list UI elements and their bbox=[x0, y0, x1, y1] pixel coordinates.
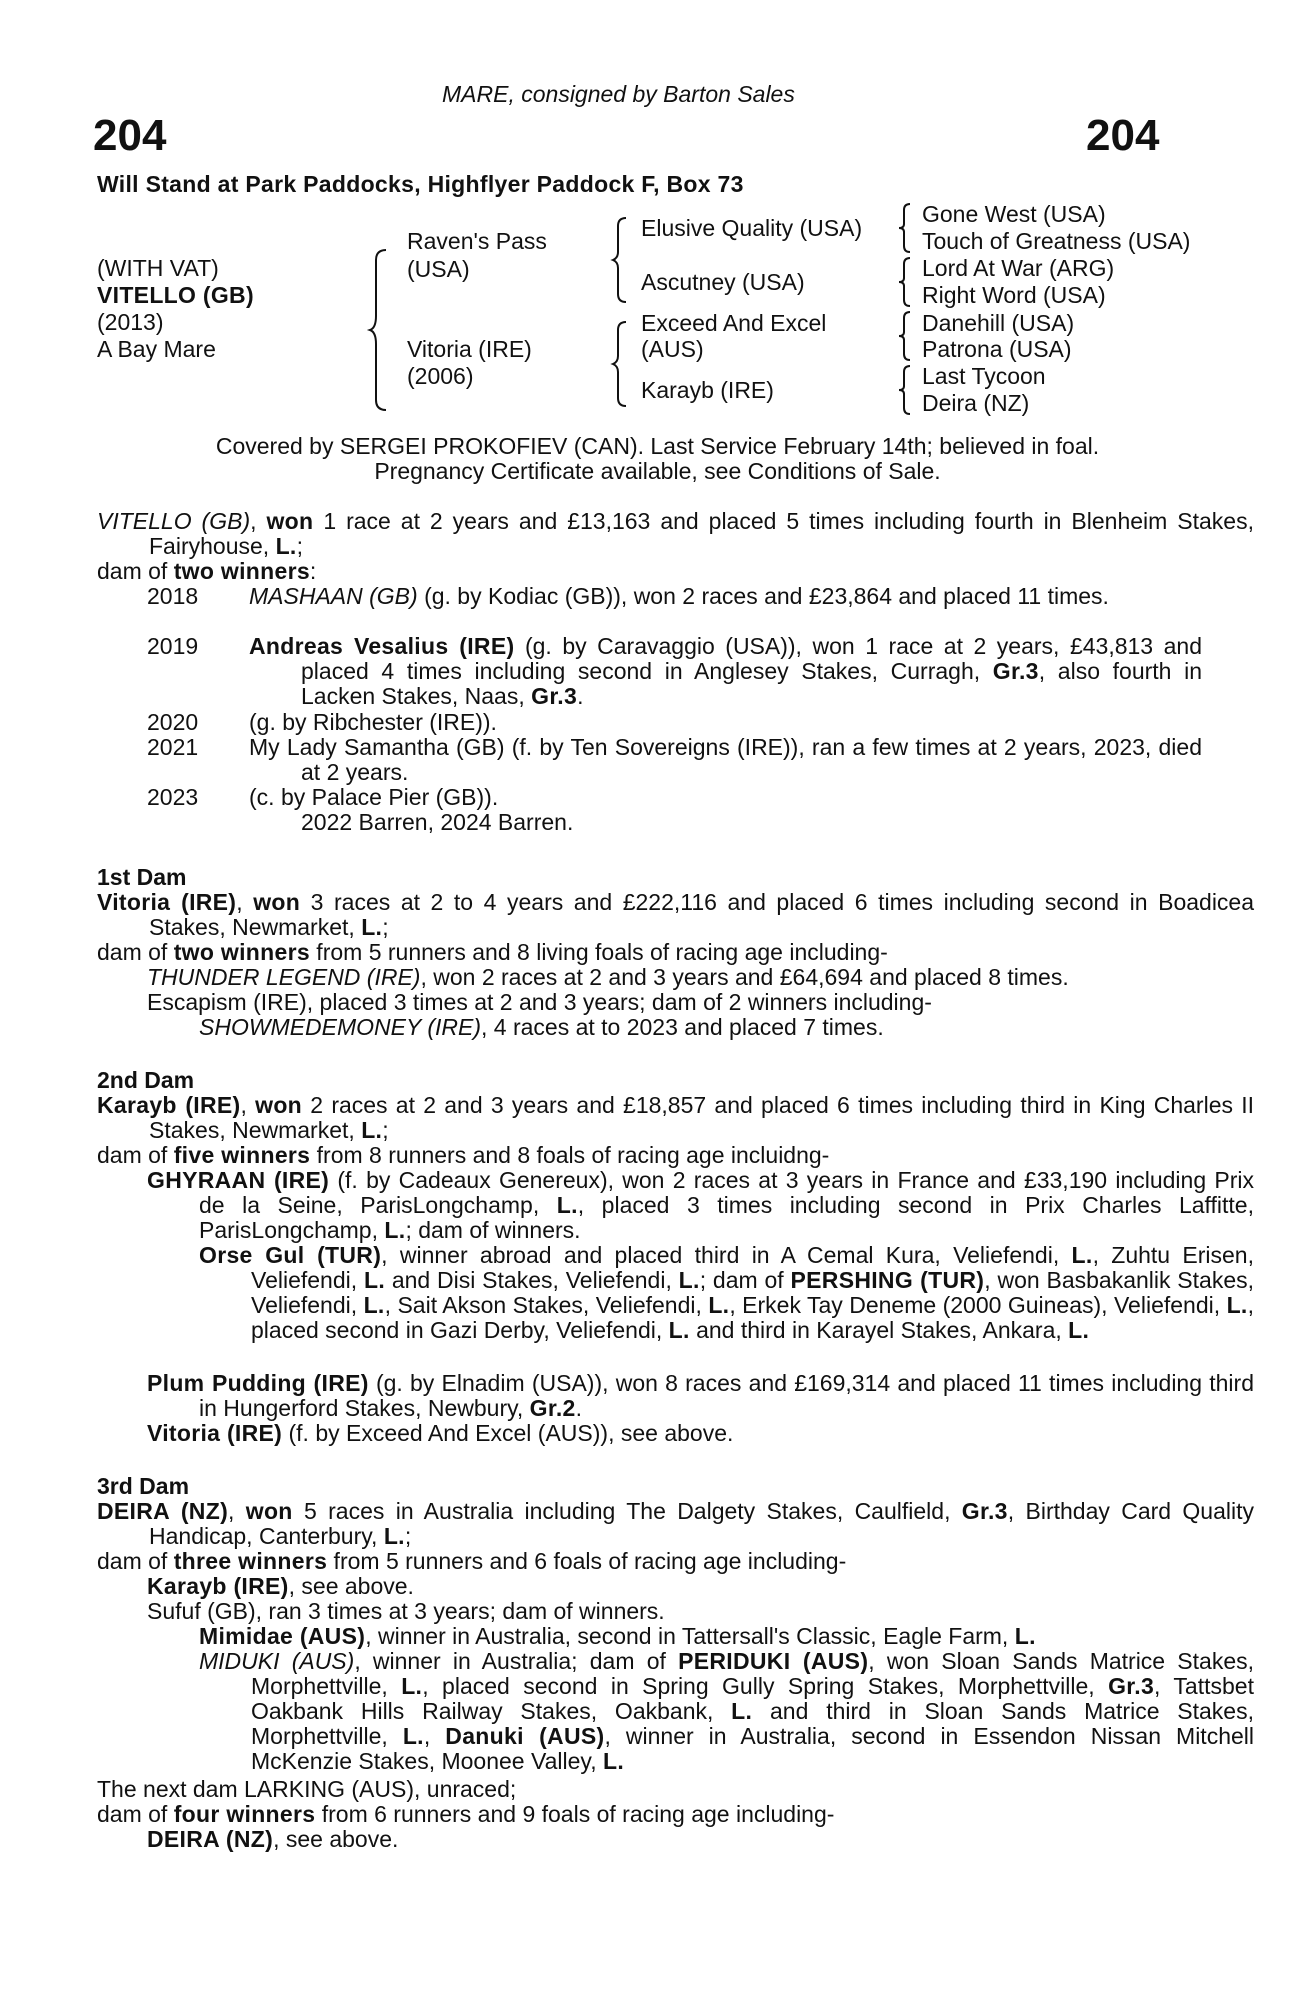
ped-ds-line1: Exceed And Excel bbox=[641, 310, 827, 336]
ped-sds: Lord At War (ARG) bbox=[922, 255, 1115, 281]
ped-dds: Last Tycoon bbox=[922, 363, 1046, 389]
listed-mark: L. bbox=[1014, 1623, 1036, 1649]
mimidae-entry bbox=[199, 1624, 1202, 1649]
offspring-name: SHOWMEDEMONEY (IRE) bbox=[199, 1014, 481, 1040]
horse-year: (2013) bbox=[97, 309, 164, 335]
listed-mark: L. bbox=[384, 1217, 406, 1243]
offspring-name: Mimidae (AUS) bbox=[199, 1623, 366, 1649]
listed-mark: L. bbox=[361, 1117, 383, 1143]
first-dam-offspring-2 bbox=[147, 990, 1202, 1015]
won-label: won bbox=[266, 508, 314, 534]
listed-mark: L. bbox=[731, 1698, 753, 1724]
listed-mark: L. bbox=[401, 1673, 423, 1699]
karayb-ref-entry bbox=[147, 1574, 1202, 1599]
offspring-text: , winner in Australia, second in Essendon Nissan Mitchell McKenzie Stakes, Moonee Valley, bbox=[251, 1723, 1254, 1774]
offspring-name: Vitoria (IRE) bbox=[147, 1420, 283, 1446]
intro-end: ; bbox=[296, 533, 303, 559]
first-dam-grand-offspring bbox=[199, 1015, 1202, 1040]
offspring-text: , bbox=[423, 1723, 446, 1749]
dam-of-label: dam of bbox=[97, 1142, 174, 1168]
lot-number-right: 204 bbox=[1086, 111, 1160, 160]
offspring-text: ; dam of bbox=[699, 1267, 791, 1293]
produce-year: 2023 bbox=[147, 784, 199, 810]
ped-dsd: Patrona (USA) bbox=[922, 336, 1072, 362]
produce-text: (g. by Ribchester (IRE)). bbox=[249, 709, 497, 735]
horse-description: A Bay Mare bbox=[97, 336, 216, 362]
offspring-text: (f. by Exceed And Excel (AUS)), see above. bbox=[282, 1420, 734, 1446]
second-dam-text: 2 races at 2 and 3 years and £18,857 and placed 6 times including third in King Charles II Stakes, Newmarket, bbox=[149, 1092, 1255, 1143]
third-dam-produce-summary bbox=[97, 1549, 1202, 1574]
offspring-text: , 4 races at to 2023 and placed 7 times. bbox=[480, 1014, 884, 1040]
produce-row-2023 bbox=[147, 785, 1202, 835]
ped-sd: Ascutney (USA) bbox=[641, 269, 805, 295]
grand-offspring-name: Danuki (AUS) bbox=[445, 1723, 605, 1749]
offspring-name: Plum Pudding (IRE) bbox=[147, 1370, 369, 1396]
pedigree-brace-sd bbox=[900, 258, 914, 306]
offspring-text: , Erkek Tay Deneme (2000 Guineas), Veliefendi, bbox=[729, 1292, 1227, 1318]
lot-number-left: 204 bbox=[93, 111, 167, 160]
next-dam-produce-summary bbox=[97, 1802, 1202, 1827]
intro-text: 1 race at 2 years and £13,163 and placed 5 times including fourth in Blenheim Stakes, Fairyhouse, bbox=[149, 508, 1254, 559]
offspring-text: , won Sloan Sands Matrice Stakes, Morphettville, bbox=[251, 1648, 1255, 1699]
listed-mark: L. bbox=[1071, 1242, 1093, 1268]
listed-mark: L. bbox=[363, 1292, 385, 1318]
ped-sss: Gone West (USA) bbox=[922, 201, 1106, 227]
pedigree-brace-sire bbox=[614, 218, 630, 302]
second-dam-name: Karayb (IRE) bbox=[97, 1092, 241, 1118]
produce-text: (g. by Kodiac (GB)), won 2 races and £23,864 and placed 11 times. bbox=[417, 583, 1109, 609]
offspring-name: Orse Gul (TUR) bbox=[199, 1242, 382, 1268]
offspring-text: and third in Sloan Sands Matrice Stakes, Morphettville, bbox=[251, 1698, 1254, 1749]
first-dam-paragraph: Vitoria (IRE), won 3 races at 2 to 4 years and £222,116 and placed 6 times including second in Boadicea Stakes, Newmarket, L.; bbox=[97, 889, 1255, 940]
won-label: won bbox=[255, 1092, 303, 1118]
produce-row-2021 bbox=[147, 735, 1202, 785]
ped-dss: Danehill (USA) bbox=[922, 310, 1075, 336]
offspring-name: DEIRA (NZ) bbox=[147, 1826, 274, 1852]
listed-mark: L. bbox=[556, 1192, 578, 1218]
first-dam-heading: 1st Dam bbox=[97, 864, 187, 890]
produce-text: (c. by Palace Pier (GB)). bbox=[249, 784, 499, 810]
offspring-text: ; dam of winners. bbox=[405, 1217, 581, 1243]
produce-text: (g. by Caravaggio (USA)), won 1 race at 2 years, £43,813 and placed 4 times including second in Anglesey Stakes, Curragh, bbox=[301, 633, 1203, 684]
third-dam-text2: , Birthday Card Quality Handicap, Canterbury, bbox=[149, 1498, 1254, 1549]
second-dam-tail: from 8 runners and 8 foals of racing age incluidng- bbox=[310, 1142, 830, 1168]
grade-mark: Gr.3 bbox=[992, 658, 1039, 684]
winners-count: five winners bbox=[173, 1142, 311, 1168]
won-label: won bbox=[253, 889, 301, 915]
dam-of-label: dam of bbox=[97, 558, 174, 584]
winners-count: four winners bbox=[173, 1801, 316, 1827]
offspring-name: Karayb (IRE) bbox=[147, 1573, 289, 1599]
horse-vat: (WITH VAT) bbox=[97, 255, 219, 281]
first-dam-offspring-1 bbox=[147, 965, 1202, 990]
winners-count: two winners bbox=[173, 939, 310, 965]
third-dam-heading: 3rd Dam bbox=[97, 1473, 190, 1499]
produce-year: 2018 bbox=[147, 583, 199, 609]
listed-mark: L. bbox=[383, 1523, 405, 1549]
offspring-name: MIDUKI (AUS) bbox=[199, 1648, 355, 1674]
listed-mark: L. bbox=[708, 1292, 730, 1318]
first-dam-end: ; bbox=[382, 914, 389, 940]
offspring-text: , winner in Australia; dam of bbox=[354, 1648, 679, 1674]
plum-pudding-entry bbox=[147, 1371, 1254, 1421]
dam-of-label: dam of bbox=[97, 1548, 174, 1574]
offspring-name: GHYRAAN (IRE) bbox=[147, 1167, 330, 1193]
horse-name: VITELLO (GB) bbox=[97, 282, 254, 308]
offspring-text: and third in Karayel Stakes, Ankara, bbox=[689, 1317, 1069, 1343]
dam-line2: (2006) bbox=[407, 363, 474, 389]
offspring-text: Sufuf (GB), ran 3 times at 3 years; dam of winners. bbox=[147, 1598, 665, 1624]
offspring-text: (f. by Cadeaux Genereux), won 2 races at 3 years in France and £33,190 including Prix de la Seine, ParisLongchamp, bbox=[199, 1167, 1254, 1218]
produce-row-2018 bbox=[147, 584, 1202, 634]
sire-line2: (USA) bbox=[407, 256, 470, 282]
listed-mark: L. bbox=[402, 1723, 424, 1749]
grade-mark: Gr.3 bbox=[1108, 1673, 1155, 1699]
miduki-entry bbox=[199, 1649, 1254, 1774]
listed-mark: L. bbox=[1226, 1292, 1248, 1318]
produce-row-2020 bbox=[147, 710, 1202, 735]
offspring-text: (g. by Elnadim (USA)), won 8 races and £169,314 and placed 11 times including third in Hungerford Stakes, Newbury, bbox=[199, 1370, 1254, 1421]
ped-sdd: Right Word (USA) bbox=[922, 282, 1106, 308]
ped-ds-line2: (AUS) bbox=[641, 336, 704, 362]
offspring-text: , winner in Australia, second in Tattersall's Classic, Eagle Farm, bbox=[365, 1623, 1015, 1649]
pregnancy-line: Pregnancy Certificate available, see Conditions of Sale. bbox=[374, 458, 941, 484]
third-dam-paragraph: DEIRA (NZ), won 5 races in Australia including The Dalgety Stakes, Caulfield, Gr.3, Birthday Card Quality Handicap, Canterbury, L.; bbox=[97, 1498, 1254, 1549]
ped-ssd: Touch of Greatness (USA) bbox=[922, 228, 1191, 254]
listed-mark: L. bbox=[361, 914, 383, 940]
listed-mark: L. bbox=[275, 533, 297, 559]
first-dam-name: Vitoria (IRE) bbox=[97, 889, 237, 915]
second-dam-heading: 2nd Dam bbox=[97, 1067, 195, 1093]
deira-ref-entry bbox=[147, 1827, 1202, 1852]
listed-mark: L. bbox=[363, 1267, 386, 1293]
produce-row-2019 bbox=[147, 634, 1202, 710]
next-dam-tail: from 6 runners and 9 foals of racing age including- bbox=[315, 1801, 835, 1827]
horse-name-ref: VITELLO (GB) bbox=[97, 508, 251, 534]
produce-end: . bbox=[577, 683, 584, 709]
first-dam-produce-summary bbox=[97, 940, 1202, 965]
offspring-text: , won 2 races at 2 and 3 years and £64,694 and placed 8 times. bbox=[420, 964, 1069, 990]
barren-note: 2022 Barren, 2024 Barren. bbox=[301, 809, 574, 835]
dam-line1: Vitoria (IRE) bbox=[407, 336, 532, 362]
offspring-text: , see above. bbox=[273, 1826, 399, 1852]
sufuf-entry bbox=[147, 1599, 1202, 1624]
second-dam-end: ; bbox=[382, 1117, 389, 1143]
offspring-text: , placed second in Gazi Derby, Veliefendi, bbox=[251, 1292, 1254, 1343]
produce-text2: , also fourth in Lacken Stakes, Naas, bbox=[301, 658, 1203, 709]
listed-mark: L. bbox=[678, 1267, 700, 1293]
dam-of-label: dam of bbox=[97, 939, 174, 965]
offspring-text: , winner abroad and placed third in A Cemal Kura, Veliefendi, bbox=[381, 1242, 1072, 1268]
produce-year: 2020 bbox=[147, 709, 199, 735]
ped-dd: Karayb (IRE) bbox=[641, 377, 774, 403]
orse-gul-entry bbox=[199, 1243, 1254, 1343]
listed-mark: L. bbox=[1068, 1317, 1090, 1343]
third-dam-end: ; bbox=[404, 1523, 412, 1549]
offspring-text: , Tattsbet Oakbank Hills Railway Stakes, Oakbank, bbox=[251, 1673, 1254, 1724]
offspring-text: , placed 3 times including second in Prix Charles Laffitte, ParisLongchamp, bbox=[199, 1192, 1254, 1243]
intro-dam-of bbox=[97, 559, 1202, 584]
offspring-text: , see above. bbox=[288, 1573, 414, 1599]
grade-mark: Gr.3 bbox=[961, 1498, 1008, 1524]
ped-ss: Elusive Quality (USA) bbox=[641, 215, 863, 241]
produce-name: Andreas Vesalius (IRE) bbox=[249, 633, 515, 659]
listed-mark: L. bbox=[668, 1317, 690, 1343]
grand-offspring-name: PERIDUKI (AUS) bbox=[678, 1648, 869, 1674]
pedigree-brace-dd bbox=[900, 366, 914, 414]
intro-colon: : bbox=[309, 558, 317, 584]
covered-line: Covered by SERGEI PROKOFIEV (CAN). Last Service February 14th; believed in foal. bbox=[215, 433, 1100, 459]
offspring-text: , Zuhtu Erisen, Veliefendi, bbox=[251, 1242, 1254, 1293]
offspring-text: , placed second in Spring Gully Spring Stakes, Morphettville, bbox=[422, 1673, 1109, 1699]
winners-count: two winners bbox=[173, 558, 310, 584]
winners-count: three winners bbox=[173, 1548, 328, 1574]
third-dam-tail: from 5 runners and 6 foals of racing age including- bbox=[327, 1548, 847, 1574]
listed-mark: L. bbox=[603, 1748, 625, 1774]
second-dam-produce-summary bbox=[97, 1143, 1202, 1168]
second-dam-paragraph: Karayb (IRE), won 2 races at 2 and 3 years and £18,857 and placed 6 times including third in King Charles II Stakes, Newmarket, L.; bbox=[97, 1092, 1255, 1143]
ped-ddd: Deira (NZ) bbox=[922, 390, 1030, 416]
third-dam-name: DEIRA (NZ) bbox=[97, 1498, 229, 1524]
offspring-text: Escapism (IRE), placed 3 times at 2 and 3 years; dam of 2 winners including- bbox=[147, 989, 932, 1015]
pedigree-brace-ss bbox=[900, 204, 914, 252]
dam-of-label: dam of bbox=[97, 1801, 174, 1827]
offspring-text: , Sait Akson Stakes, Veliefendi, bbox=[384, 1292, 709, 1318]
pedigree-brace-ds bbox=[900, 312, 914, 360]
offspring-text: and Disi Stakes, Veliefendi, bbox=[385, 1267, 679, 1293]
first-dam-text: 3 races at 2 to 4 years and £222,116 and placed 6 times including second in Boadicea Stakes, Newmarket, bbox=[149, 889, 1255, 940]
produce-year: 2019 bbox=[147, 633, 199, 659]
pedigree-brace-main bbox=[372, 250, 392, 410]
pedigree-brace-dam bbox=[614, 322, 630, 406]
produce-text: My Lady Samantha (GB) (f. by Ten Sovereigns (IRE)), ran a few times at 2 years, 2023, died at 2 years. bbox=[249, 734, 1202, 785]
grade-mark: Gr.2 bbox=[529, 1395, 576, 1421]
vitoria-entry bbox=[147, 1421, 1202, 1446]
produce-year: 2021 bbox=[147, 734, 199, 760]
sire-line1: Raven's Pass bbox=[407, 228, 547, 254]
produce-name: MASHAAN (GB) bbox=[249, 583, 418, 609]
grand-offspring-name: PERSHING (TUR) bbox=[790, 1267, 985, 1293]
won-label: won bbox=[245, 1498, 293, 1524]
first-dam-tail: from 5 runners and 8 living foals of racing age including- bbox=[309, 939, 888, 965]
stand-line: Will Stand at Park Paddocks, Highflyer Paddock F, Box 73 bbox=[97, 171, 744, 197]
next-dam-line: The next dam LARKING (AUS), unraced; bbox=[97, 1776, 517, 1802]
offspring-end: . bbox=[575, 1395, 583, 1421]
offspring-text: , won Basbakanlik Stakes, Veliefendi, bbox=[251, 1267, 1255, 1318]
ghyraan-entry bbox=[147, 1168, 1254, 1243]
grade-mark: Gr.3 bbox=[531, 683, 578, 709]
offspring-name: THUNDER LEGEND (IRE) bbox=[147, 964, 421, 990]
intro-paragraph: VITELLO (GB), won 1 race at 2 years and £13,163 and placed 5 times including fourth in Blenheim Stakes, Fairyhouse, L.; bbox=[97, 508, 1254, 559]
consignor-line: MARE, consigned by Barton Sales bbox=[442, 81, 795, 107]
third-dam-text: 5 races in Australia including The Dalgety Stakes, Caulfield, bbox=[292, 1498, 962, 1524]
